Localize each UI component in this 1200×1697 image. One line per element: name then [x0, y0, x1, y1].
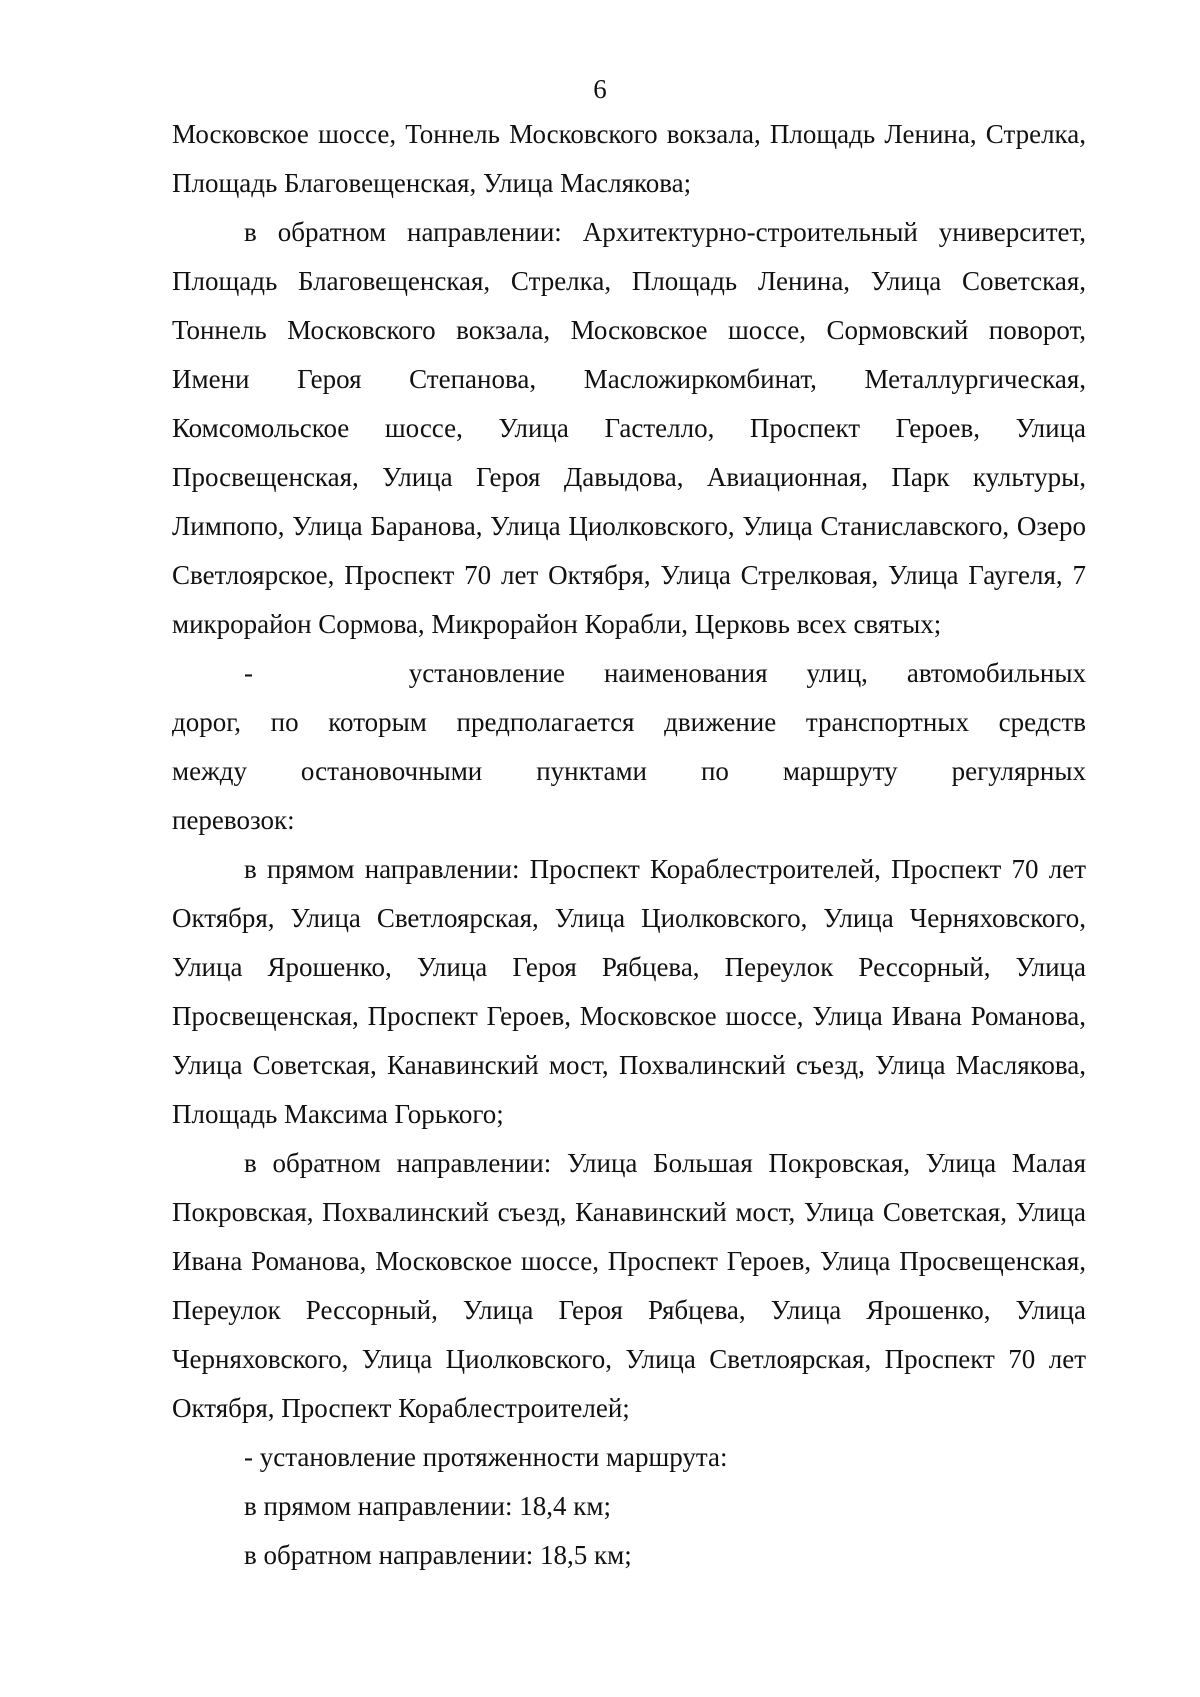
paragraph-route-forward-end: Московское шоссе, Тоннель Московского вокзала, Площадь Ленина, Стрелка, Площадь Благовещенская, Улица Маслякова;: [172, 119, 1086, 198]
paragraph-streets-forward: в прямом направлении: Проспект Кораблестроителей, Проспект 70 лет Октября, Улица Светлоярская, Улица Циолковского, Улица Черняховского, Улица Ярошенко, Улица Героя Рябцева, Переулок Рессорный, Улица Просвещенская, Проспект Героев, Московское шоссе, Улица Ивана Романова, Улица Советская, Канавинский мост, Похвалинский съезд, Улица Маслякова, Площадь Максима Горького;: [172, 854, 1086, 1129]
paragraph-street-names-heading: - установление наименования улиц, автомобильных дорог, по которым предполагается движение транспортных средств между остановочными пунктами по маршруту регулярных перевозок:: [172, 658, 1086, 835]
paragraph-route-length-heading: - установление протяженности маршрута:: [244, 1442, 728, 1472]
paragraph-length-reverse: в обратном направлении: 18,5 км;: [244, 1540, 632, 1570]
paragraph-route-reverse: в обратном направлении: Архитектурно-строительный университет, Площадь Благовещенская, Стрелка, Площадь Ленина, Улица Советская, Тоннель Московского вокзала, Московское шоссе, Сормовский поворот, Имени Героя Степанова, Масложиркомбинат, Металлургическая, Комсомольское шоссе, Улица Гастелло, Проспект Героев, Улица Просвещенская, Улица Героя Давыдова, Авиационная, Парк культуры, Лимпопо, Улица Баранова, Улица Циолковского, Улица Станиславского, Озеро Светлоярское, Проспект 70 лет Октября, Улица Стрелковая, Улица Гаугеля, 7 микрорайон Сормова, Микрорайон Корабли, Церковь всех святых;: [172, 217, 1086, 639]
paragraph-streets-reverse: в обратном направлении: Улица Большая Покровская, Улица Малая Покровская, Похвалинский съезд, Канавинский мост, Улица Советская, Улица Ивана Романова, Московское шоссе, Проспект Героев, Улица Просвещенская, Переулок Рессорный, Улица Героя Рябцева, Улица Ярошенко, Улица Черняховского, Улица Циолковского, Улица Светлоярская, Проспект 70 лет Октября, Проспект Кораблестроителей;: [172, 1148, 1086, 1423]
document-body: [172, 110, 1086, 1580]
page-number: 6: [593, 74, 607, 104]
paragraph-length-forward: в прямом направлении: 18,4 км;: [244, 1491, 611, 1521]
